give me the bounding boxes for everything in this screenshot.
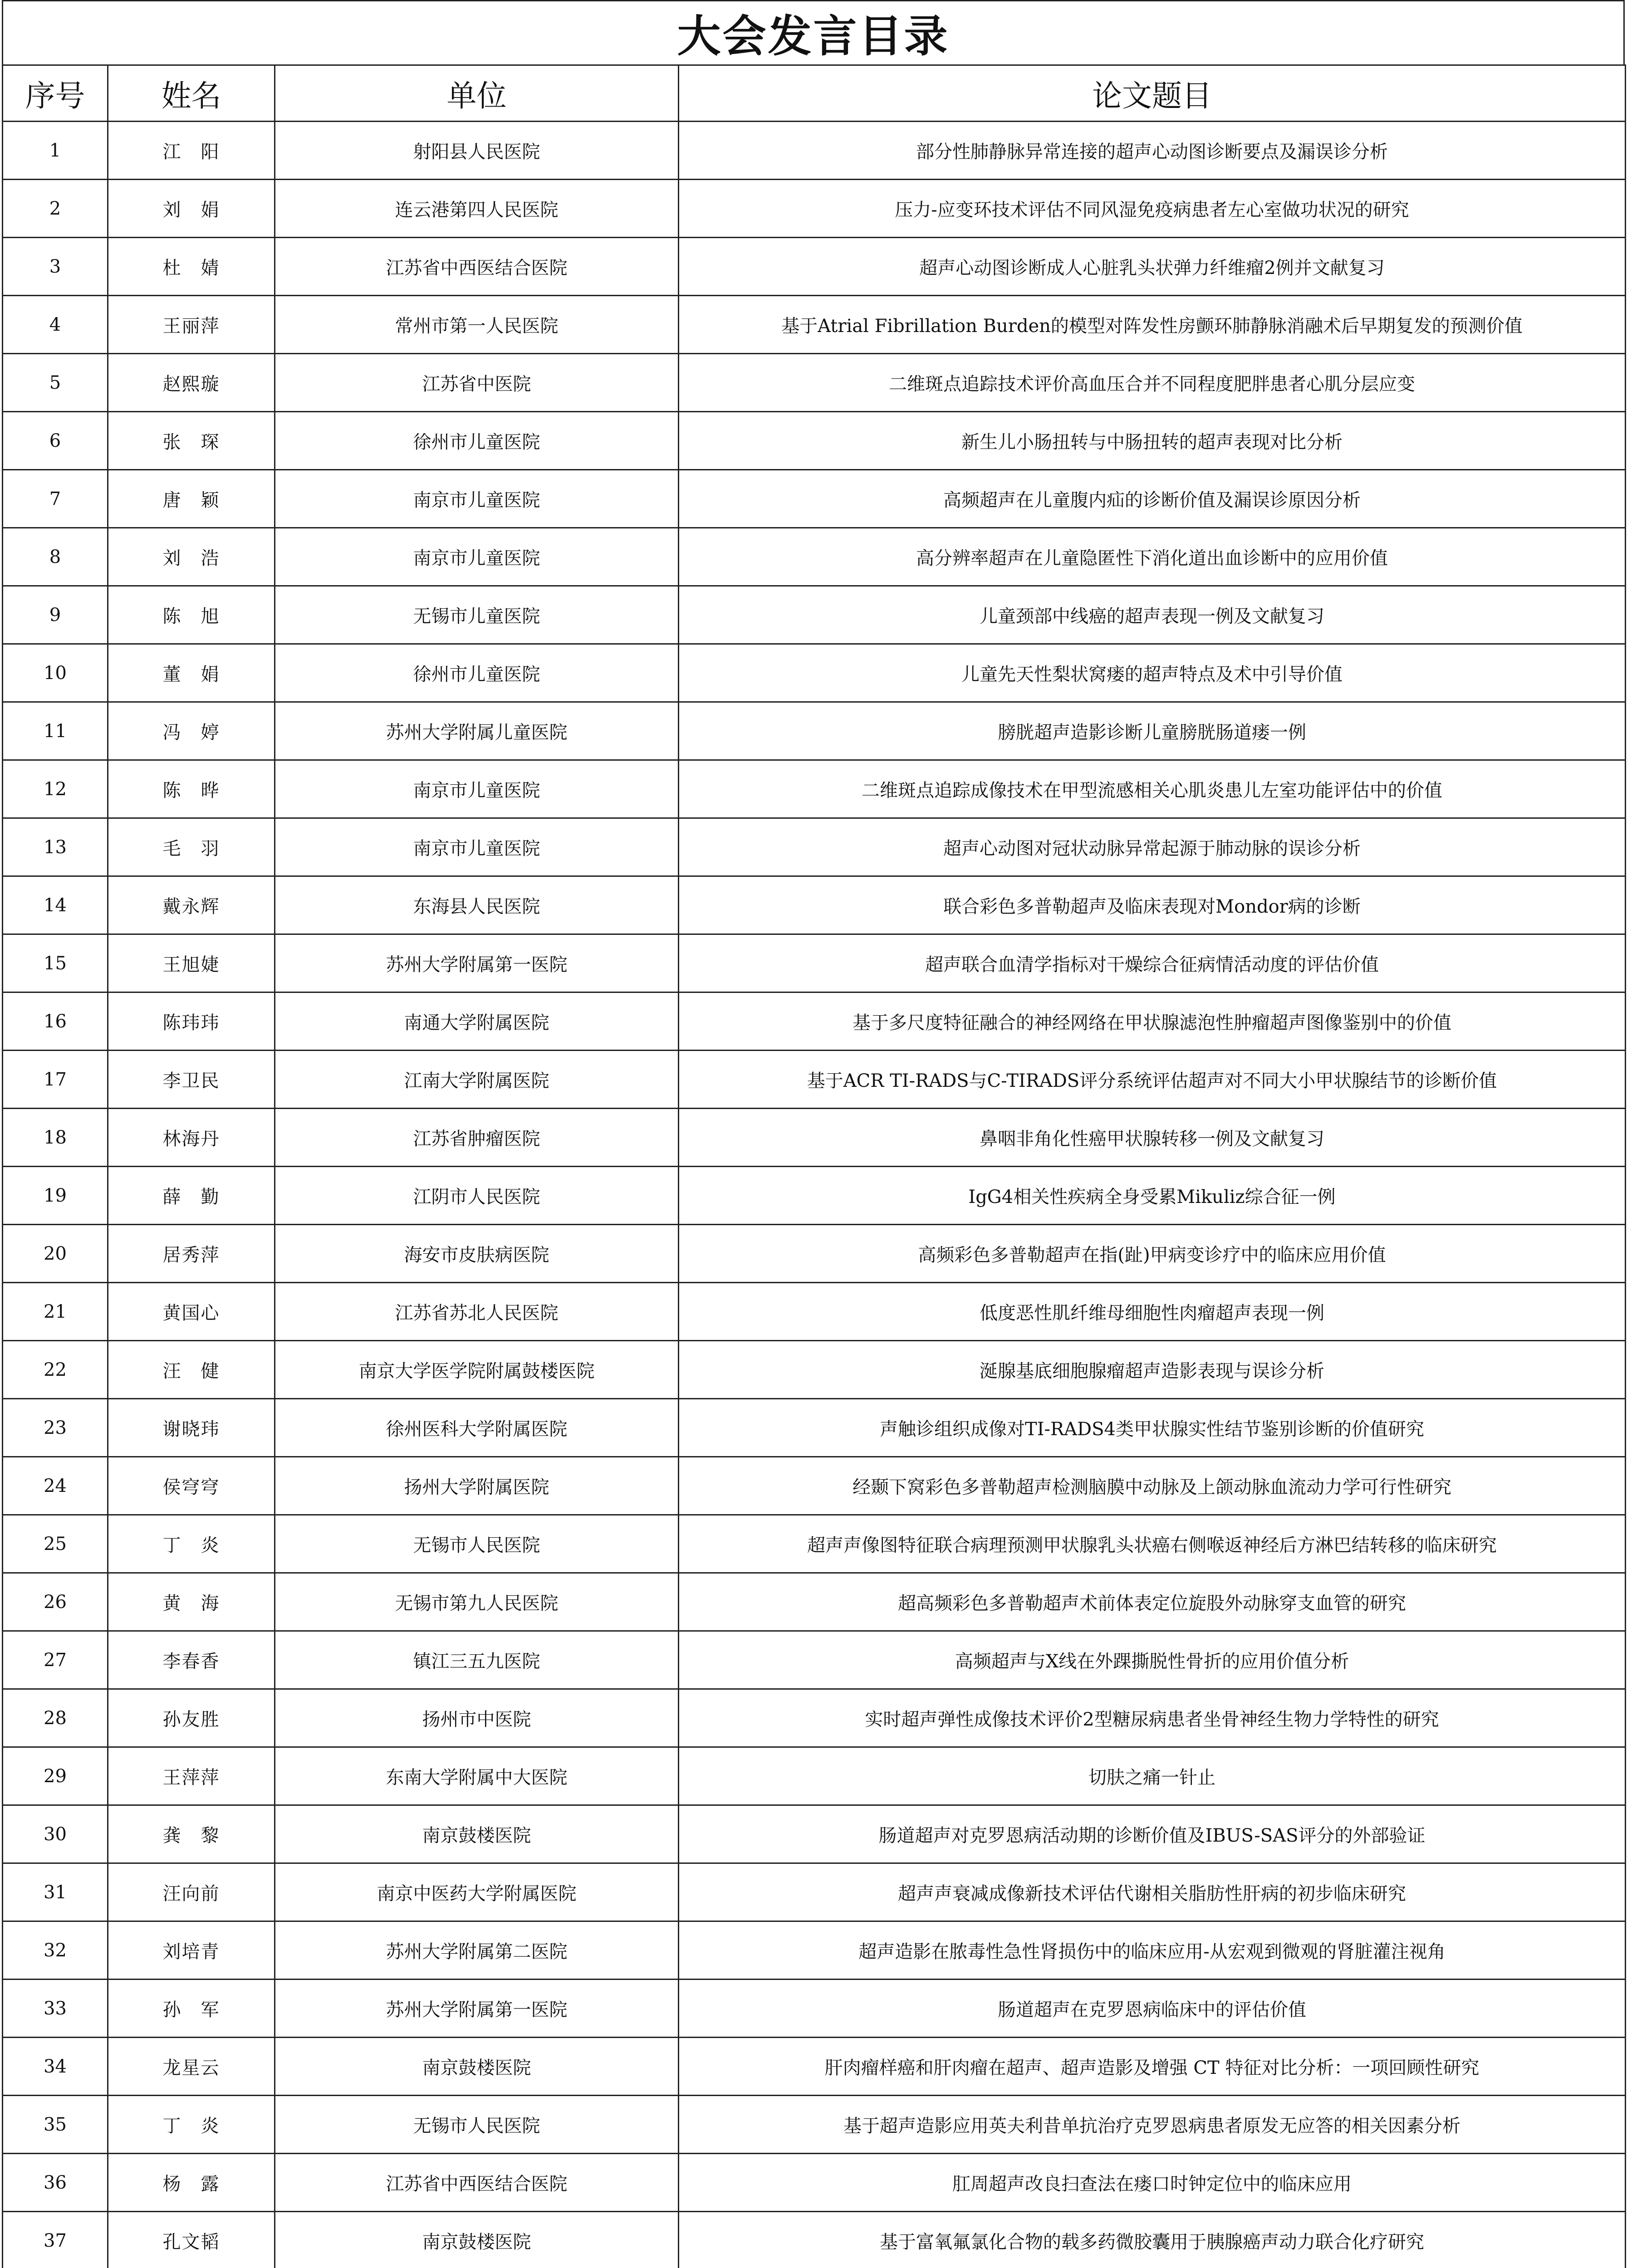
- institution-cell: 江苏省中西医结合医院: [275, 238, 679, 296]
- table-row: [3, 1980, 1626, 2038]
- institution-cell: 南京中医药大学附属医院: [275, 1863, 679, 1921]
- table-row: [3, 1689, 1626, 1747]
- paper-title-cell: 高分辨率超声在儿童隐匿性下消化道出血诊断中的应用价值: [679, 528, 1626, 586]
- paper-title-cell: 经颞下窝彩色多普勒超声检测脑膜中动脉及上颌动脉血流动力学可行性研究: [679, 1457, 1626, 1515]
- number-cell: 25: [3, 1515, 108, 1573]
- speaker-name-cell: 居秀萍: [108, 1225, 275, 1283]
- table-row: [3, 1225, 1626, 1283]
- table-row: [3, 122, 1626, 180]
- speaker-name-cell: 江 阳: [108, 122, 275, 180]
- speaker-name-cell: 龚 黎: [108, 1805, 275, 1863]
- speaker-name-cell: 丁 炎: [108, 2096, 275, 2154]
- table-row: [3, 2038, 1626, 2096]
- speaker-name-cell: 林海丹: [108, 1109, 275, 1167]
- table-row: [3, 1051, 1626, 1109]
- speaker-name-cell: 刘 娟: [108, 180, 275, 238]
- paper-title-cell: 肠道超声在克罗恩病临床中的评估价值: [679, 1980, 1626, 2038]
- paper-title-cell: 高频超声在儿童腹内疝的诊断价值及漏误诊原因分析: [679, 470, 1626, 528]
- speaker-name-cell: 刘培青: [108, 1921, 275, 1980]
- institution-cell: 南京鼓楼医院: [275, 1805, 679, 1863]
- table-row: [3, 296, 1626, 354]
- number-cell: 3: [3, 238, 108, 296]
- paper-title-cell: 实时超声弹性成像技术评价2型糖尿病患者坐骨神经生物力学特性的研究: [679, 1689, 1626, 1747]
- table-row: [3, 528, 1626, 586]
- speaker-name-cell: 张 琛: [108, 412, 275, 470]
- table-row: [3, 238, 1626, 296]
- speaker-name-cell: 杜 婧: [108, 238, 275, 296]
- speaker-name-cell: 陈 晔: [108, 760, 275, 818]
- institution-cell: 苏州大学附属第二医院: [275, 1921, 679, 1980]
- speaker-name-cell: 孙 军: [108, 1980, 275, 2038]
- number-cell: 10: [3, 644, 108, 702]
- table-row: [3, 2154, 1626, 2212]
- paper-title-cell: 高频彩色多普勒超声在指(趾)甲病变诊疗中的临床应用价值: [679, 1225, 1626, 1283]
- paper-title-cell: 膀胱超声造影诊断儿童膀胱肠道瘘一例: [679, 702, 1626, 760]
- table-row: [3, 354, 1626, 412]
- institution-cell: 南京市儿童医院: [275, 818, 679, 876]
- paper-title-cell: 基于ACR TI-RADS与C-TIRADS评分系统评估超声对不同大小甲状腺结节的诊断价值: [679, 1051, 1626, 1109]
- number-cell: 28: [3, 1689, 108, 1747]
- paper-title-cell: 基于多尺度特征融合的神经网络在甲状腺滤泡性肿瘤超声图像鉴别中的价值: [679, 992, 1626, 1051]
- paper-title-cell: 切肤之痛一针止: [679, 1747, 1626, 1805]
- table-row: [3, 1109, 1626, 1167]
- number-cell: 14: [3, 876, 108, 934]
- table-row: [3, 180, 1626, 238]
- institution-cell: 射阳县人民医院: [275, 122, 679, 180]
- speaker-name-cell: 董 娟: [108, 644, 275, 702]
- number-cell: 31: [3, 1863, 108, 1921]
- paper-title-cell: 压力-应变环技术评估不同风湿免疫病患者左心室做功状况的研究: [679, 180, 1626, 238]
- number-cell: 22: [3, 1341, 108, 1399]
- number-cell: 20: [3, 1225, 108, 1283]
- header-paper-title: 论文题目: [679, 65, 1626, 122]
- number-cell: 24: [3, 1457, 108, 1515]
- number-cell: 30: [3, 1805, 108, 1863]
- institution-cell: 徐州市儿童医院: [275, 412, 679, 470]
- number-cell: 7: [3, 470, 108, 528]
- paper-title-cell: 超声心动图对冠状动脉异常起源于肺动脉的误诊分析: [679, 818, 1626, 876]
- table-row: [3, 1805, 1626, 1863]
- table-row: [3, 412, 1626, 470]
- institution-cell: 江苏省中医院: [275, 354, 679, 412]
- number-cell: 15: [3, 934, 108, 992]
- number-cell: 16: [3, 992, 108, 1051]
- table-row: [3, 992, 1626, 1051]
- speaker-name-cell: 汪 健: [108, 1341, 275, 1399]
- number-cell: 21: [3, 1283, 108, 1341]
- paper-title-cell: 新生儿小肠扭转与中肠扭转的超声表现对比分析: [679, 412, 1626, 470]
- institution-cell: 江苏省中西医结合医院: [275, 2154, 679, 2212]
- number-cell: 12: [3, 760, 108, 818]
- table-row: [3, 876, 1626, 934]
- number-cell: 33: [3, 1980, 108, 2038]
- paper-title-cell: 超声声衰减成像新技术评估代谢相关脂肪性肝病的初步临床研究: [679, 1863, 1626, 1921]
- number-cell: 1: [3, 122, 108, 180]
- table-row: [3, 1283, 1626, 1341]
- paper-title-cell: 基于Atrial Fibrillation Burden的模型对阵发性房颤环肺静脉消融术后早期复发的预测价值: [679, 296, 1626, 354]
- number-cell: 27: [3, 1631, 108, 1689]
- paper-title-cell: 鼻咽非角化性癌甲状腺转移一例及文献复习: [679, 1109, 1626, 1167]
- number-cell: 23: [3, 1399, 108, 1457]
- header-name: 姓名: [108, 65, 275, 122]
- institution-cell: 苏州大学附属第一医院: [275, 934, 679, 992]
- number-cell: 2: [3, 180, 108, 238]
- number-cell: 35: [3, 2096, 108, 2154]
- paper-title-cell: 超声声像图特征联合病理预测甲状腺乳头状癌右侧喉返神经后方淋巴结转移的临床研究: [679, 1515, 1626, 1573]
- number-cell: 5: [3, 354, 108, 412]
- institution-cell: 镇江三五九医院: [275, 1631, 679, 1689]
- institution-cell: 常州市第一人民医院: [275, 296, 679, 354]
- speaker-name-cell: 谢晓玮: [108, 1399, 275, 1457]
- institution-cell: 苏州大学附属儿童医院: [275, 702, 679, 760]
- table-row: [3, 586, 1626, 644]
- institution-cell: 无锡市人民医院: [275, 2096, 679, 2154]
- institution-cell: 南京鼓楼医院: [275, 2212, 679, 2268]
- paper-title-cell: 声触诊组织成像对TI-RADS4类甲状腺实性结节鉴别诊断的价值研究: [679, 1399, 1626, 1457]
- header-institution: 单位: [275, 65, 679, 122]
- speaker-name-cell: 冯 婷: [108, 702, 275, 760]
- institution-cell: 扬州市中医院: [275, 1689, 679, 1747]
- paper-title-cell: 二维斑点追踪成像技术在甲型流感相关心肌炎患儿左室功能评估中的价值: [679, 760, 1626, 818]
- institution-cell: 南京鼓楼医院: [275, 2038, 679, 2096]
- number-cell: 18: [3, 1109, 108, 1167]
- speaker-name-cell: 陈玮玮: [108, 992, 275, 1051]
- table-row: [3, 1399, 1626, 1457]
- paper-title-cell: 儿童颈部中线癌的超声表现一例及文献复习: [679, 586, 1626, 644]
- paper-title-cell: 二维斑点追踪技术评价高血压合并不同程度肥胖患者心肌分层应变: [679, 354, 1626, 412]
- number-cell: 17: [3, 1051, 108, 1109]
- institution-cell: 连云港第四人民医院: [275, 180, 679, 238]
- document-title: 大会发言目录: [2, 0, 1625, 64]
- number-cell: 8: [3, 528, 108, 586]
- paper-title-cell: 超声联合血清学指标对干燥综合征病情活动度的评估价值: [679, 934, 1626, 992]
- table-row: [3, 1167, 1626, 1225]
- number-cell: 9: [3, 586, 108, 644]
- speaker-name-cell: 杨 露: [108, 2154, 275, 2212]
- table-row: [3, 1863, 1626, 1921]
- number-cell: 6: [3, 412, 108, 470]
- paper-title-cell: 联合彩色多普勒超声及临床表现对Mondor病的诊断: [679, 876, 1626, 934]
- speaker-name-cell: 陈 旭: [108, 586, 275, 644]
- speaker-name-cell: 刘 浩: [108, 528, 275, 586]
- speaker-name-cell: 黄 海: [108, 1573, 275, 1631]
- institution-cell: 无锡市人民医院: [275, 1515, 679, 1573]
- speaker-name-cell: 戴永辉: [108, 876, 275, 934]
- institution-cell: 东南大学附属中大医院: [275, 1747, 679, 1805]
- institution-cell: 南京市儿童医院: [275, 470, 679, 528]
- institution-cell: 徐州市儿童医院: [275, 644, 679, 702]
- paper-title-cell: 部分性肺静脉异常连接的超声心动图诊断要点及漏误诊分析: [679, 122, 1626, 180]
- speaker-name-cell: 孔文韬: [108, 2212, 275, 2268]
- institution-cell: 苏州大学附属第一医院: [275, 1980, 679, 2038]
- institution-cell: 扬州大学附属医院: [275, 1457, 679, 1515]
- speaker-name-cell: 李春香: [108, 1631, 275, 1689]
- number-cell: 34: [3, 2038, 108, 2096]
- speaker-name-cell: 汪向前: [108, 1863, 275, 1921]
- table-row: [3, 2212, 1626, 2268]
- institution-cell: 江阴市人民医院: [275, 1167, 679, 1225]
- table-row: [3, 2096, 1626, 2154]
- speaker-name-cell: 丁 炎: [108, 1515, 275, 1573]
- institution-cell: 南京大学医学院附属鼓楼医院: [275, 1341, 679, 1399]
- header-number: 序号: [3, 65, 108, 122]
- table-row: [3, 818, 1626, 876]
- paper-title-cell: 高频超声与X线在外踝撕脱性骨折的应用价值分析: [679, 1631, 1626, 1689]
- paper-title-cell: 超高频彩色多普勒超声术前体表定位旋股外动脉穿支血管的研究: [679, 1573, 1626, 1631]
- speaker-name-cell: 侯穹穹: [108, 1457, 275, 1515]
- number-cell: 11: [3, 702, 108, 760]
- table-row: [3, 702, 1626, 760]
- number-cell: 4: [3, 296, 108, 354]
- institution-cell: 南京市儿童医院: [275, 760, 679, 818]
- speaker-name-cell: 薛 勤: [108, 1167, 275, 1225]
- paper-title-cell: 低度恶性肌纤维母细胞性肉瘤超声表现一例: [679, 1283, 1626, 1341]
- table-row: [3, 934, 1626, 992]
- table-row: [3, 1457, 1626, 1515]
- speaker-name-cell: 唐 颖: [108, 470, 275, 528]
- speaker-name-cell: 龙星云: [108, 2038, 275, 2096]
- institution-cell: 无锡市儿童医院: [275, 586, 679, 644]
- number-cell: 13: [3, 818, 108, 876]
- speaker-name-cell: 李卫民: [108, 1051, 275, 1109]
- speaker-table: [2, 64, 1626, 2268]
- paper-title-cell: 超声造影在脓毒性急性肾损伤中的临床应用-从宏观到微观的肾脏灌注视角: [679, 1921, 1626, 1980]
- number-cell: 36: [3, 2154, 108, 2212]
- institution-cell: 海安市皮肤病医院: [275, 1225, 679, 1283]
- table-row: [3, 1573, 1626, 1631]
- table-row: [3, 1747, 1626, 1805]
- paper-title-cell: 基于超声造影应用英夫利昔单抗治疗克罗恩病患者原发无应答的相关因素分析: [679, 2096, 1626, 2154]
- number-cell: 26: [3, 1573, 108, 1631]
- table-row: [3, 1515, 1626, 1573]
- paper-title-cell: 基于富氧氟氯化合物的载多药微胶囊用于胰腺癌声动力联合化疗研究: [679, 2212, 1626, 2268]
- speaker-name-cell: 孙友胜: [108, 1689, 275, 1747]
- speaker-name-cell: 毛 羽: [108, 818, 275, 876]
- paper-title-cell: 超声心动图诊断成人心脏乳头状弹力纤维瘤2例并文献复习: [679, 238, 1626, 296]
- institution-cell: 徐州医科大学附属医院: [275, 1399, 679, 1457]
- paper-title-cell: 儿童先天性梨状窝瘘的超声特点及术中引导价值: [679, 644, 1626, 702]
- speaker-name-cell: 王丽萍: [108, 296, 275, 354]
- table-body: [3, 122, 1626, 2268]
- number-cell: 32: [3, 1921, 108, 1980]
- speaker-name-cell: 王萍萍: [108, 1747, 275, 1805]
- table-row: [3, 470, 1626, 528]
- institution-cell: 江苏省苏北人民医院: [275, 1283, 679, 1341]
- table-row: [3, 760, 1626, 818]
- table-row: [3, 1341, 1626, 1399]
- institution-cell: 江苏省肿瘤医院: [275, 1109, 679, 1167]
- paper-title-cell: 涎腺基底细胞腺瘤超声造影表现与误诊分析: [679, 1341, 1626, 1399]
- number-cell: 29: [3, 1747, 108, 1805]
- table-row: [3, 1631, 1626, 1689]
- table-row: [3, 644, 1626, 702]
- institution-cell: 南京市儿童医院: [275, 528, 679, 586]
- header-row: [3, 65, 1626, 122]
- number-cell: 37: [3, 2212, 108, 2268]
- paper-title-cell: IgG4相关性疾病全身受累Mikuliz综合征一例: [679, 1167, 1626, 1225]
- paper-title-cell: 肛周超声改良扫查法在瘘口时钟定位中的临床应用: [679, 2154, 1626, 2212]
- table-row: [3, 1921, 1626, 1980]
- paper-title-cell: 肠道超声对克罗恩病活动期的诊断价值及IBUS-SAS评分的外部验证: [679, 1805, 1626, 1863]
- number-cell: 19: [3, 1167, 108, 1225]
- paper-title-cell: 肝肉瘤样癌和肝肉瘤在超声、超声造影及增强 CT 特征对比分析：一项回顾性研究: [679, 2038, 1626, 2096]
- speaker-name-cell: 王旭婕: [108, 934, 275, 992]
- speaker-name-cell: 赵熙璇: [108, 354, 275, 412]
- institution-cell: 无锡市第九人民医院: [275, 1573, 679, 1631]
- institution-cell: 江南大学附属医院: [275, 1051, 679, 1109]
- institution-cell: 东海县人民医院: [275, 876, 679, 934]
- speaker-name-cell: 黄国心: [108, 1283, 275, 1341]
- institution-cell: 南通大学附属医院: [275, 992, 679, 1051]
